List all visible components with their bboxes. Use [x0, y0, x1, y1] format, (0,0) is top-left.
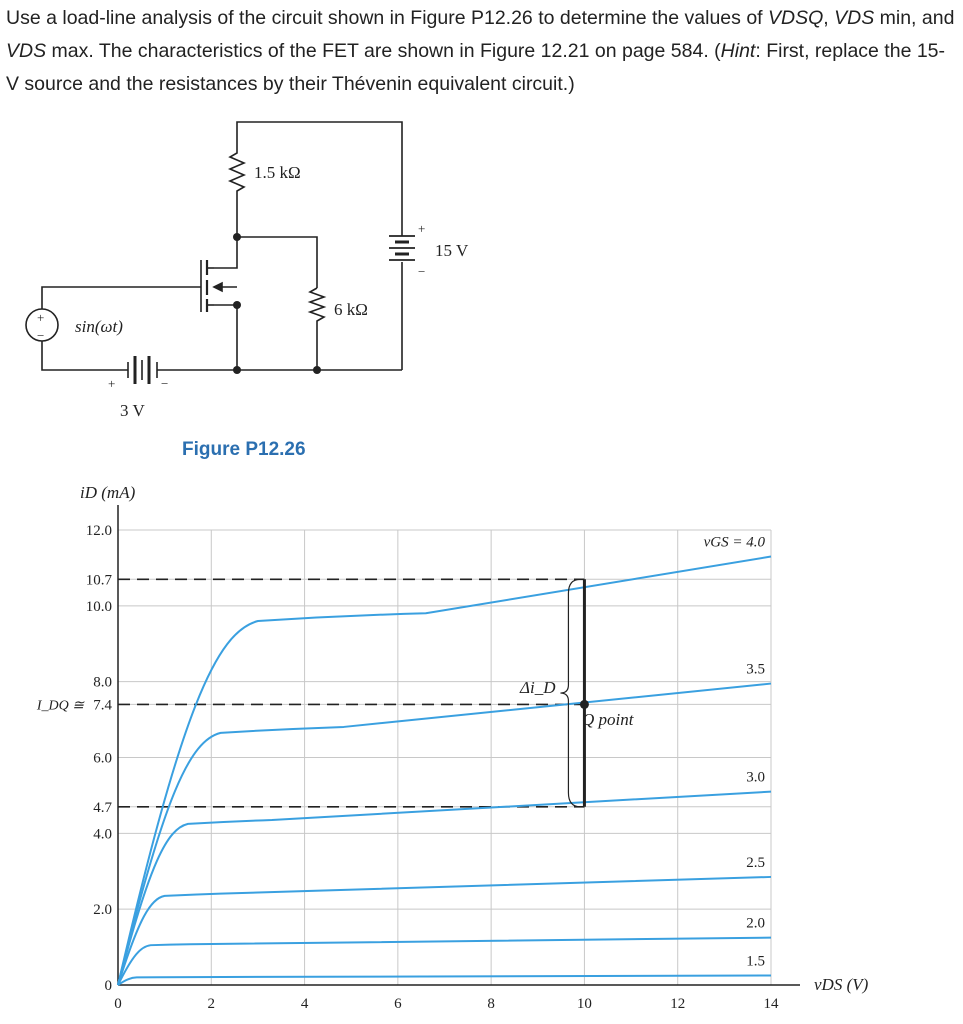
r1-label: 1.5 kΩ — [254, 163, 301, 182]
q-point-label: Q point — [582, 710, 634, 729]
x-tick-label: 4 — [300, 996, 309, 1012]
curve-vgs-2 — [118, 792, 771, 985]
vgg-label: 3 V — [120, 401, 145, 420]
vgg-minus: − — [161, 376, 169, 391]
x-axis-label: vDS (V) — [814, 975, 869, 994]
y-tick-label: 12.0 — [85, 523, 112, 539]
curve-vgs-3 — [118, 877, 771, 985]
idq-label: I_DQ ≅ — [36, 698, 84, 714]
x-tick-label: 10 — [576, 996, 592, 1012]
y-tick-label: 7.4 — [93, 697, 112, 714]
vdd-plus: + — [418, 221, 426, 236]
x-tick-label: 8 — [487, 996, 495, 1012]
q-point-marker — [580, 700, 589, 709]
curve-label: 2.0 — [746, 915, 765, 932]
x-tick-label: 12 — [670, 996, 686, 1012]
x-tick-label: 14 — [763, 996, 779, 1012]
delta-id-label: Δi_D — [520, 678, 556, 697]
y-tick-label: 2.0 — [93, 902, 112, 919]
curve-label: 2.5 — [746, 854, 765, 871]
y-tick-label: 0 — [104, 978, 112, 994]
curve-label: 3.0 — [746, 769, 765, 786]
ac-minus: − — [37, 328, 45, 343]
y-tick-label: 4.0 — [93, 826, 112, 843]
y-tick-label: 6.0 — [93, 750, 112, 767]
curve-vgs-0 — [118, 557, 771, 985]
curve-label: 1.5 — [746, 953, 765, 970]
vdd-minus: − — [418, 264, 426, 279]
curve-vgs-1 — [118, 684, 771, 985]
y-tick-label: 8.0 — [93, 674, 112, 691]
vgg-plus: + — [108, 376, 116, 391]
x-tick-label: 2 — [207, 996, 216, 1012]
curve-label: vGS = 4.0 — [703, 534, 765, 551]
r2-label: 6 kΩ — [334, 300, 368, 319]
x-tick-label: 0 — [114, 996, 122, 1012]
y-axis-label: iD (mA) — [80, 483, 136, 502]
y-tick-label: 10.0 — [85, 598, 112, 615]
y-tick-label: 4.7 — [93, 799, 112, 816]
ac-source-label: sin(ωt) — [75, 317, 123, 336]
ac-plus: + — [37, 310, 45, 325]
vdd-label: 15 V — [435, 241, 469, 260]
curve-vgs-5 — [118, 976, 771, 985]
y-tick-label: 10.7 — [85, 572, 112, 589]
delta-brace — [560, 579, 580, 807]
figure-caption: Figure P12.26 — [182, 439, 306, 460]
curve-label: 3.5 — [746, 661, 765, 678]
problem-statement: Use a load-line analysis of the circuit shown in Figure P12.26 to determine the values of VDSQ, VDS min, and VDS max. The characteristics of the FET are shown in Figure 12.21 on page 584. (Hint: First, replace the 15-V source and the resistances by their Thévenin equivalent circuit.) — [6, 7, 955, 95]
x-tick-label: 6 — [394, 996, 402, 1012]
